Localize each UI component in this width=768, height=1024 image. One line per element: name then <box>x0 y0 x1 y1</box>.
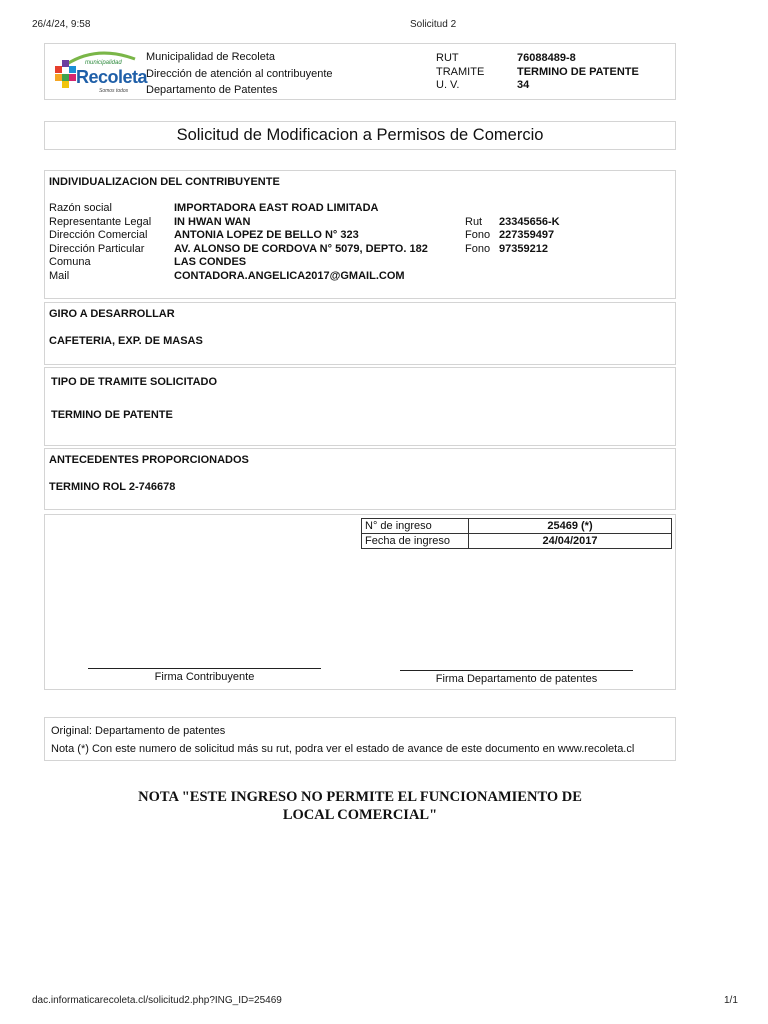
fono1-label: Fono <box>465 229 491 241</box>
nota-final-line-2: LOCAL COMERCIAL" <box>282 807 438 823</box>
meta-values <box>517 52 639 93</box>
form-title: Solicitud de Modificacion a Permisos de Comercio <box>176 126 544 144</box>
fono1-value: 227359497 <box>499 229 555 241</box>
razon-social-label: Razón social <box>49 202 112 214</box>
meta-uv-label: U. V. <box>436 79 460 91</box>
table-row <box>362 534 672 549</box>
tramite-section <box>44 367 676 446</box>
giro-title: GIRO A DESARROLLAR <box>49 308 175 320</box>
comuna-label: Comuna <box>49 256 91 268</box>
firma-departamento-line <box>400 670 633 671</box>
dir-comercial-label: Dirección Comercial <box>49 229 148 241</box>
giro-value: CAFETERIA, EXP. DE MASAS <box>49 335 203 347</box>
mail-value: CONTADORA.ANGELICA2017@GMAIL.COM <box>174 269 405 282</box>
tramite-title: TIPO DE TRAMITE SOLICITADO <box>51 376 218 388</box>
mail-label: Mail <box>49 269 70 282</box>
org-line-3: Departamento de Patentes <box>146 84 278 96</box>
notas-section <box>44 717 676 761</box>
giro-section <box>44 302 676 365</box>
dir-comercial-value: ANTONIA LOPEZ DE BELLO N° 323 <box>174 229 359 241</box>
fono2-label: Fono <box>465 242 491 255</box>
print-title: Solicitud 2 <box>410 19 457 30</box>
fono2-value: 97359212 <box>499 242 548 255</box>
tramite-value: TERMINO DE PATENTE <box>51 409 173 421</box>
nota-ingreso: Nota (*) Con este numero de solicitud más su rut, podra ver el estado de avance de este documento en www.recoleta.cl <box>51 743 635 755</box>
firma-contribuyente-label: Firma Contribuyente <box>154 671 255 683</box>
razon-social-value: IMPORTADORA EAST ROAD LIMITADA <box>174 202 379 214</box>
meta-rut-value: 76088489-8 <box>517 52 576 64</box>
org-line-2: Dirección de atención al contribuyente <box>146 67 333 80</box>
nota-final <box>44 788 676 824</box>
rut-label: Rut <box>465 215 483 228</box>
nota-final-line-1: NOTA "ESTE INGRESO NO PERMITE EL FUNCIONAMIENTO DE <box>138 789 582 805</box>
antecedentes-title: ANTECEDENTES PROPORCIONADOS <box>49 454 249 466</box>
ingreso-table <box>361 518 672 549</box>
firma-contribuyente-line <box>88 668 321 669</box>
contribuyente-values <box>174 202 428 283</box>
print-url[interactable]: dac.informaticarecoleta.cl/solicitud2.php?ING_ID=25469 <box>32 995 282 1006</box>
dir-particular-label: Dirección Particular <box>49 242 145 255</box>
print-page-number: 1/1 <box>724 995 738 1006</box>
logo-name: Recoleta <box>76 67 148 87</box>
title-box <box>44 121 676 150</box>
ingreso-section <box>44 514 676 690</box>
meta-rut-label: RUT <box>436 52 459 64</box>
logo-slogan: Somos todos <box>99 88 129 94</box>
contact-values <box>499 216 560 257</box>
dir-particular-value: AV. ALONSO DE CORDOVA N° 5079, DEPTO. 182 <box>174 242 428 255</box>
header-box <box>44 43 676 100</box>
representante-value: IN HWAN WAN <box>174 215 251 228</box>
print-datetime: 26/4/24, 9:58 <box>32 19 91 30</box>
numero-ingreso-label: N° de ingreso <box>362 519 469 534</box>
meta-tramite-value: TERMINO DE PATENTE <box>517 65 639 78</box>
meta-labels <box>436 52 484 93</box>
contribuyente-labels <box>49 202 151 283</box>
nota-original: Original: Departamento de patentes <box>51 725 226 737</box>
fecha-ingreso-label: Fecha de ingreso <box>362 534 469 549</box>
contribuyente-title: INDIVIDUALIZACION DEL CONTRIBUYENTE <box>49 176 280 188</box>
representante-label: Representante Legal <box>49 215 152 228</box>
logo-small-text: municipalidad <box>85 60 122 66</box>
org-line-1: Municipalidad de Recoleta <box>146 51 276 63</box>
contact-labels <box>465 216 490 257</box>
contribuyente-section <box>44 170 676 299</box>
antecedentes-section <box>44 448 676 510</box>
meta-tramite-label: TRAMITE <box>436 65 485 78</box>
numero-ingreso-value: 25469 (*) <box>469 519 672 534</box>
fecha-ingreso-value: 24/04/2017 <box>469 534 672 549</box>
table-row <box>362 519 672 534</box>
comuna-value: LAS CONDES <box>174 256 247 268</box>
org-info <box>146 49 333 99</box>
meta-uv-value: 34 <box>517 79 530 91</box>
antecedentes-value: TERMINO ROL 2-746678 <box>49 481 176 493</box>
firma-departamento-label: Firma Departamento de patentes <box>435 673 598 685</box>
rut-value: 23345656-K <box>499 215 560 228</box>
recoleta-logo <box>49 47 148 97</box>
